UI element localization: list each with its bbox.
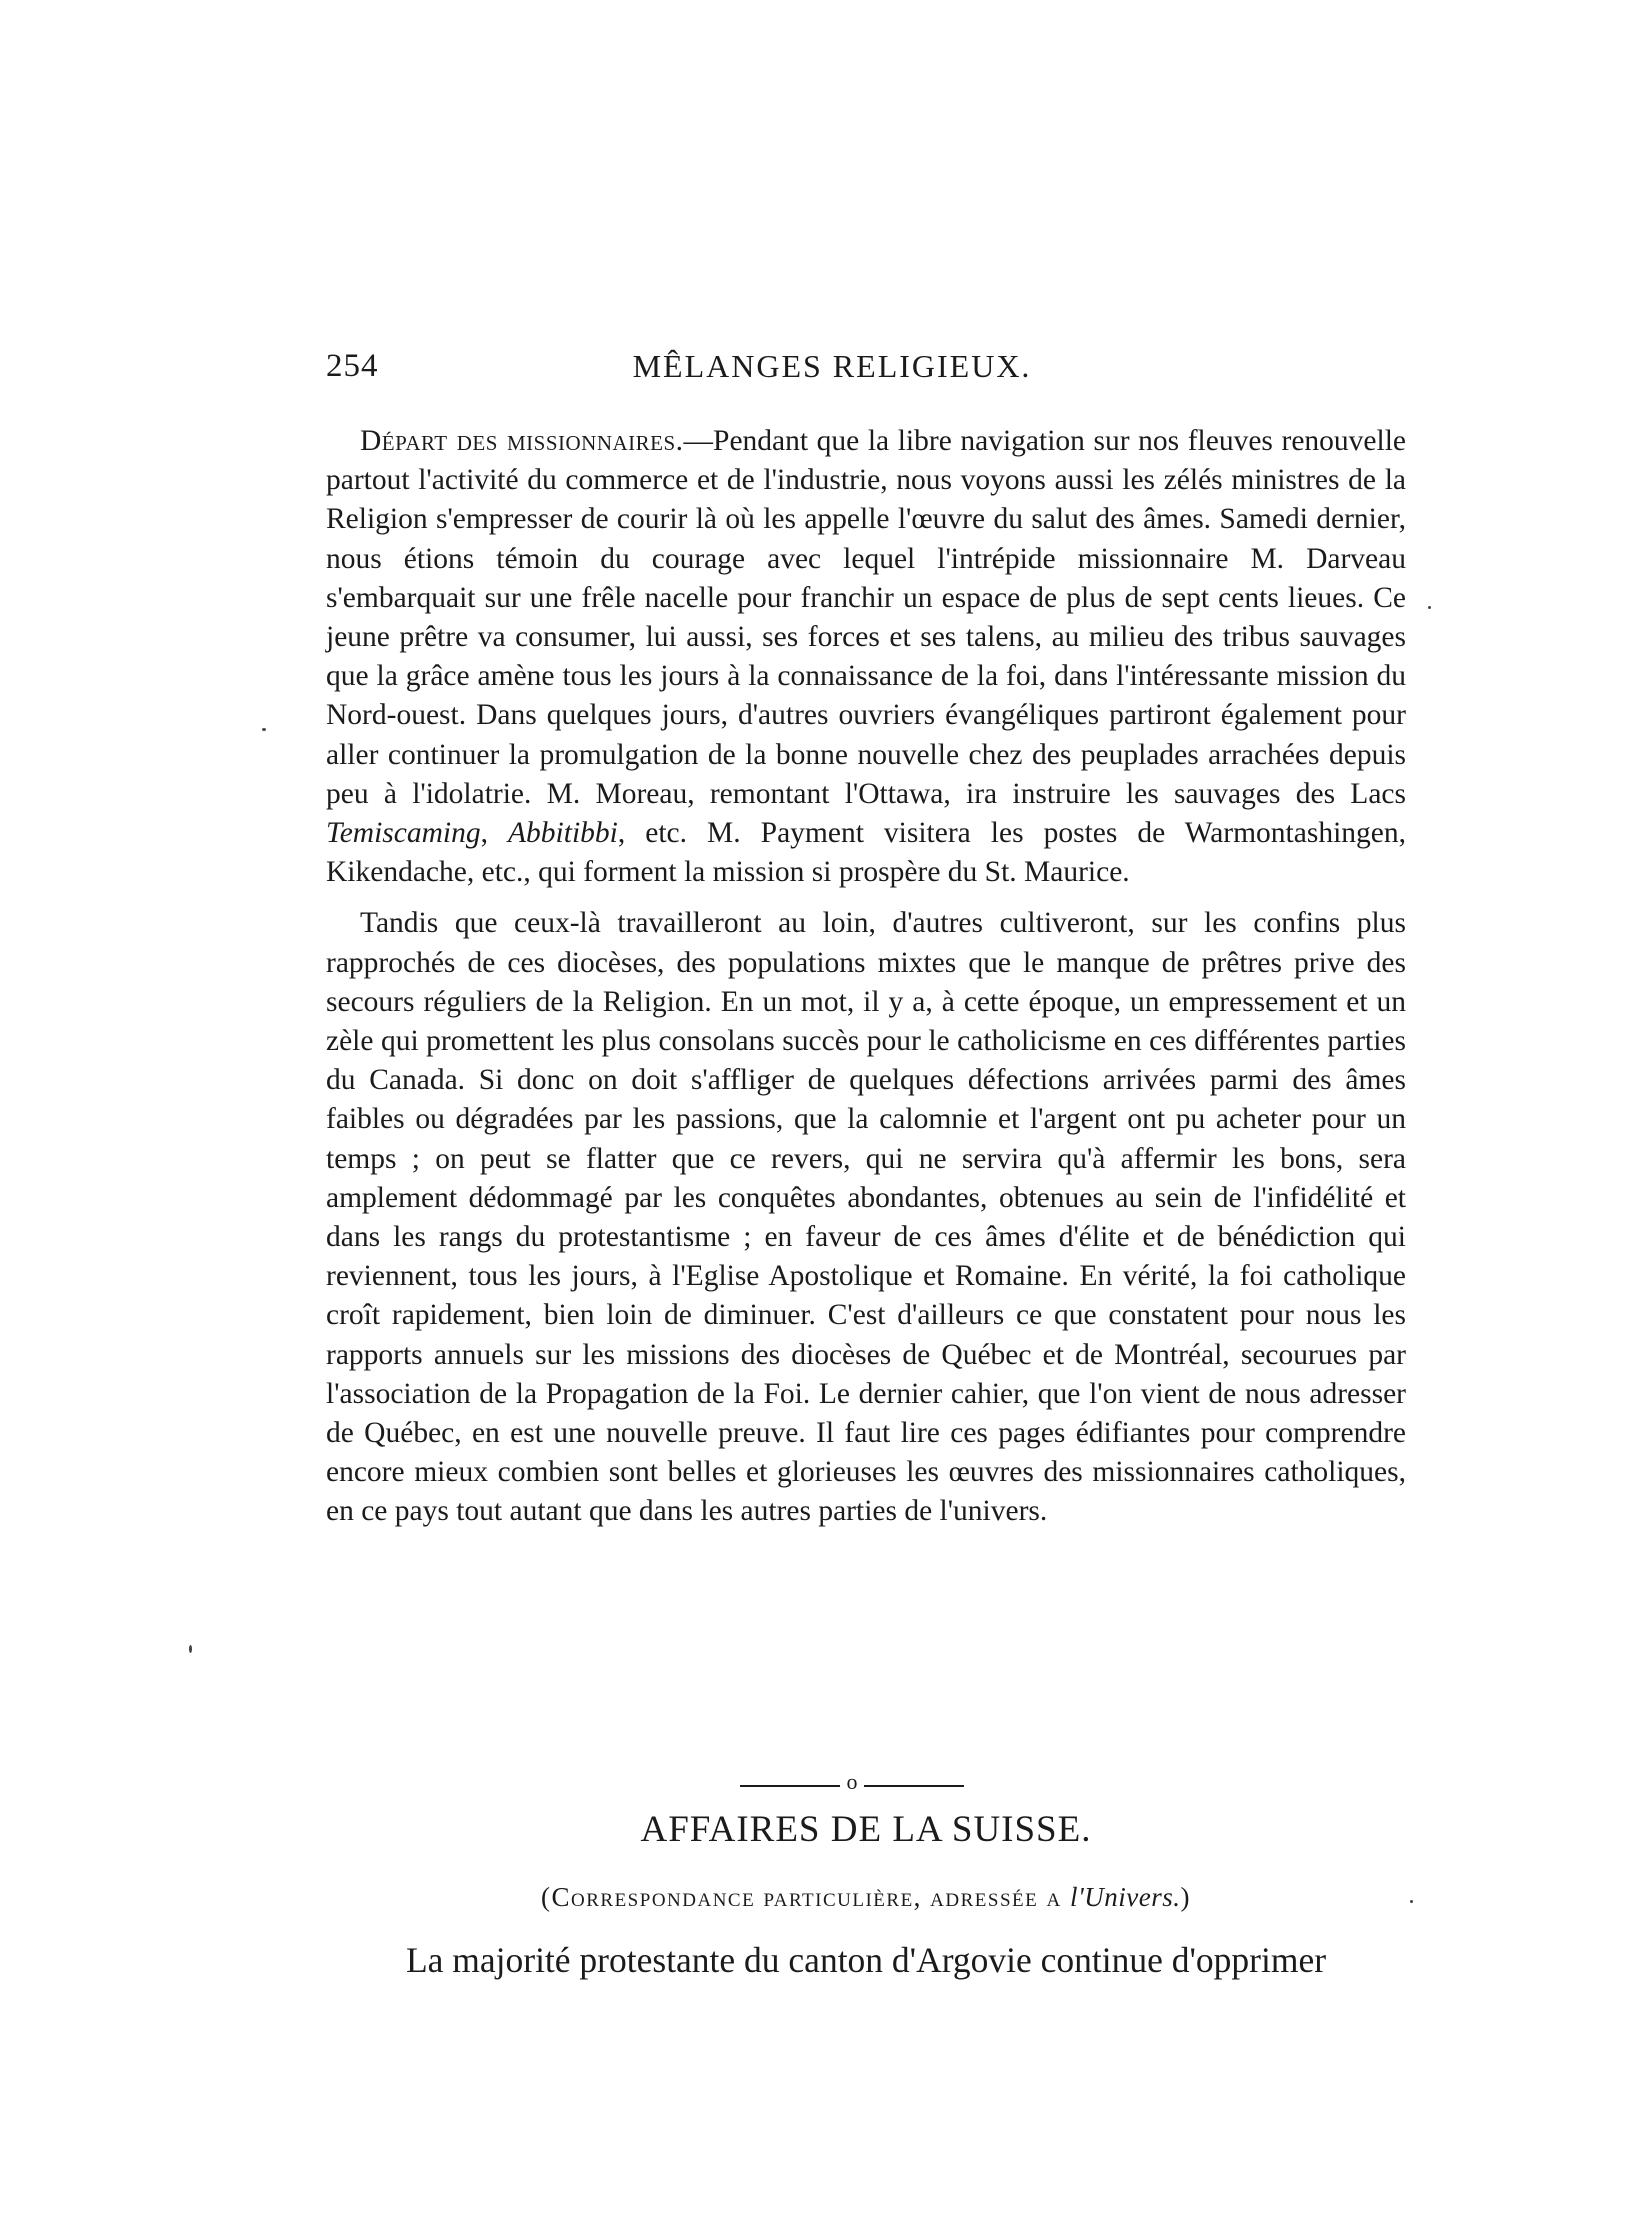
paragraph-lead: Départ des missionnaires.	[360, 425, 684, 457]
paragraph-connector: ,	[480, 817, 509, 850]
subtitle-open-paren: (	[541, 1882, 552, 1912]
section-title: AFFAIRES DE LA SUISSE.	[640, 1809, 1092, 1850]
running-title: MÊLANGES RELIGIEUX.	[632, 348, 1032, 384]
print-speck	[1428, 606, 1431, 609]
section-separator	[740, 1769, 964, 1796]
subtitle-close-paren: )	[1180, 1882, 1191, 1912]
running-head	[326, 348, 1338, 400]
body-text	[326, 422, 1406, 1532]
paragraph-tail: , etc. M. Payment visitera les postes de Warmontashingen, Kikendache, etc., qui forment la mission si prospère du St. Maurice.	[326, 817, 1406, 889]
section-subtitle	[326, 1882, 1406, 1913]
separator-mark: o	[846, 1769, 858, 1794]
print-speck	[262, 728, 266, 731]
paragraph-text: —Pendant que la libre navigation sur nos fleuves renouvelle partout l'activité du commerce et de l'industrie, nous voyons aussi les zélés ministres de la Religion s'empresser de courir là où les appelle l'œuvre du salut des âmes. Samedi dernier, nous étions témoin du courage avec lequel l'intrépide missionnaire M. Darveau s'embarquait sur une frêle nacelle pour franchir un espace de plus de sept cents lieues. Ce jeune prêtre va consumer, lui aussi, ses forces et ses talens, au milieu des tribus sauvages que la grâce amène tous les jours à la connaissance de la foi, dans l'intéressante mission du Nord-ouest. Dans quelques jours, d'autres ouvriers évangéliques partiront également pour aller continuer la promulgation de la bonne nouvelle chez des peuplades arrachées depuis peu à l'idolatrie. M. Moreau, remontant l'Ottawa, ira instruire les sauvages des Lacs	[326, 425, 1406, 810]
print-speck	[1410, 1900, 1413, 1903]
separator-rule	[864, 1785, 964, 1787]
paragraph-missionaries-departure	[326, 422, 1406, 892]
journal-name: l'Univers.	[1069, 1882, 1181, 1912]
place-name-italic: Abbitibbi	[508, 817, 618, 850]
place-name-italic: Temiscaming	[326, 817, 481, 850]
subtitle-text: Correspondance particulière, adressée a	[551, 1882, 1070, 1912]
section-opening-line: La majorité protestante du canton d'Argovie continue d'opprimer	[405, 1940, 1327, 1980]
paragraph-catholicism-progress: Tandis que ceux-là travailleront au loin, d'autres cultiveront, sur les confins plus rapprochés de ces diocèses, des populations mixtes que le manque de prêtres prive des secours réguliers de la Religion. En un mot, il y a, à cette époque, un empressement et un zèle qui promettent les plus consolans succès pour le catholicisme en ces différentes parties du Canada. Si donc on doit s'affliger de quelques défections arrivées parmi des âmes faibles ou dégradées par les passions, que la calomnie et l'argent ont pu acheter pour un temps ; on peut se flatter que ce revers, qui ne servira qu'à affermir les bons, sera amplement dédommagé par les conquêtes abondantes, obtenues au sein de l'infidélité et dans les rangs du protestantisme ; en faveur de ces âmes d'élite et de bénédiction qui reviennent, tous les jours, à l'Eglise Apostolique et Romaine. En vérité, la foi catholique croît rapidement, bien loin de diminuer. C'est d'ailleurs ce que constatent pour nous les rapports annuels sur les missions des diocèses de Québec et de Montréal, secourues par l'association de la Propagation de la Foi. Le dernier cahier, que l'on vient de nous adresser de Québec, en est une nouvelle preuve. Il faut lire ces pages édifiantes pour comprendre encore mieux combien sont belles et glorieuses les œuvres des missionnaires catholiques, en ce pays tout autant que dans les autres parties de l'univers.	[326, 907, 1406, 1528]
page-number: 254	[326, 348, 379, 384]
print-speck	[189, 1645, 192, 1653]
separator-rule	[740, 1785, 840, 1787]
